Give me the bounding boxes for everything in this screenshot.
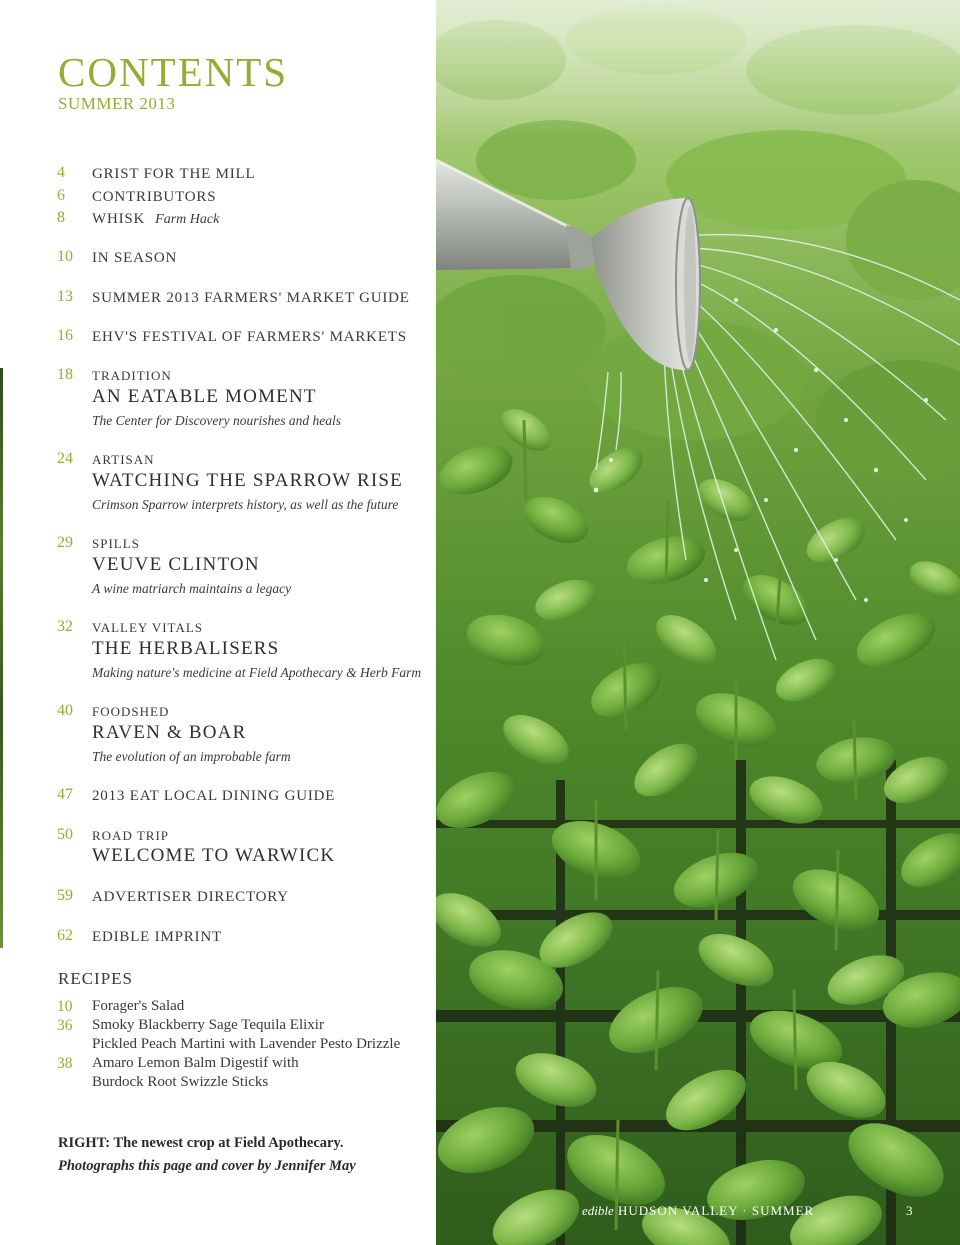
recipe-name: Forager's Salad bbox=[92, 998, 185, 1014]
recipe-page-number: 36 bbox=[57, 1017, 73, 1034]
department-label: SPILLS bbox=[92, 536, 140, 551]
page-number: 4 bbox=[57, 164, 65, 181]
page-number: 50 bbox=[57, 826, 73, 843]
department-label: ROAD TRIP bbox=[92, 828, 170, 843]
page-number: 59 bbox=[57, 887, 73, 904]
recipe-name: Smoky Blackberry Sage Tequila Elixir bbox=[92, 1017, 324, 1033]
page-number: 24 bbox=[57, 450, 73, 467]
photo-caption: RIGHT: The newest crop at Field Apothecary. bbox=[58, 1135, 344, 1151]
page-number: 6 bbox=[57, 187, 65, 204]
story-title: RAVEN & BOAR bbox=[92, 722, 247, 743]
toc-label-text: WHISK bbox=[92, 211, 146, 227]
story-dek: Making nature's medicine at Field Apothecary & Herb Farm bbox=[92, 665, 422, 680]
page-number: 18 bbox=[57, 366, 73, 383]
story-title: AN EATABLE MOMENT bbox=[92, 386, 317, 407]
department-label: FOODSHED bbox=[92, 704, 170, 719]
folio-edible: edible bbox=[582, 1203, 614, 1218]
story-title: THE HERBALISERS bbox=[92, 638, 280, 659]
toc-label: EHV'S FESTIVAL OF FARMERS' MARKETS bbox=[92, 329, 407, 345]
toc-label: EDIBLE IMPRINT bbox=[92, 929, 222, 945]
story-dek: Crimson Sparrow interprets history, as well as the future bbox=[92, 497, 399, 512]
toc-label: 2013 EAT LOCAL DINING GUIDE bbox=[92, 788, 336, 804]
department-label: TRADITION bbox=[92, 368, 172, 383]
photo-credit: Photographs this page and cover by Jennifer May bbox=[58, 1158, 356, 1174]
photo-illustration bbox=[436, 0, 960, 1245]
cover-photo-watering-can-seedlings bbox=[436, 0, 960, 1245]
page-number-footer: 3 bbox=[906, 1203, 913, 1218]
recipe-page-number: 10 bbox=[57, 998, 73, 1015]
page-number: 8 bbox=[57, 209, 65, 226]
story-dek: The Center for Discovery nourishes and heals bbox=[92, 413, 341, 428]
toc-label: CONTRIBUTORS bbox=[92, 189, 217, 205]
toc-label: ADVERTISER DIRECTORY bbox=[92, 889, 289, 905]
story-title: WATCHING THE SPARROW RISE bbox=[92, 470, 403, 491]
page-number: 10 bbox=[57, 248, 73, 265]
recipe-page-number: 38 bbox=[57, 1055, 73, 1072]
story-title: WELCOME TO WARWICK bbox=[92, 845, 336, 866]
recipe-name: Burdock Root Swizzle Sticks bbox=[92, 1074, 269, 1090]
department-label: ARTISAN bbox=[92, 452, 155, 467]
story-dek: The evolution of an improbable farm bbox=[92, 749, 291, 764]
department-label: VALLEY VITALS bbox=[92, 620, 204, 635]
toc-label bbox=[92, 209, 219, 230]
page-title: CONTENTS bbox=[58, 49, 289, 95]
toc-label: SUMMER 2013 FARMERS' MARKET GUIDE bbox=[92, 290, 410, 306]
recipe-name: Amaro Lemon Balm Digestif with bbox=[92, 1055, 299, 1071]
folio bbox=[582, 1203, 814, 1219]
page-number: 16 bbox=[57, 327, 73, 344]
story-dek: A wine matriarch maintains a legacy bbox=[92, 581, 292, 596]
page-number: 29 bbox=[57, 534, 73, 551]
recipe-name: Pickled Peach Martini with Lavender Pesto Drizzle bbox=[92, 1036, 401, 1052]
contents-column bbox=[0, 0, 436, 1245]
toc-label: IN SEASON bbox=[92, 250, 178, 266]
recipes-heading: RECIPES bbox=[58, 969, 134, 988]
toc-note: Farm Hack bbox=[155, 212, 220, 227]
issue-label: SUMMER 2013 bbox=[58, 94, 176, 113]
folio-title: HUDSON VALLEY · SUMMER bbox=[618, 1203, 815, 1218]
page-number: 32 bbox=[57, 618, 73, 635]
toc-label: GRIST FOR THE MILL bbox=[92, 166, 256, 182]
page-number: 47 bbox=[57, 786, 73, 803]
story-title: VEUVE CLINTON bbox=[92, 554, 260, 575]
page-number: 62 bbox=[57, 927, 73, 944]
page-number: 40 bbox=[57, 702, 73, 719]
page-number: 13 bbox=[57, 288, 73, 305]
